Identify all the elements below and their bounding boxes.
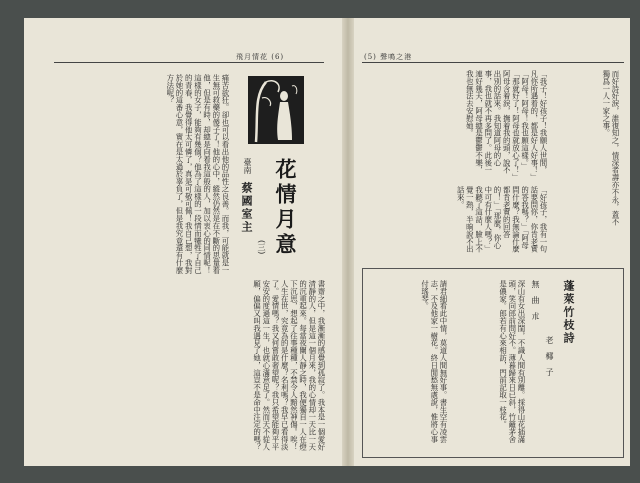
left-body-bottom: 書齋之中，我漸漸的感覺到孤寂了。我本是一個愛好清靜的人，但是這一個月來，我的心情却一天比一天的沉重起來。每當夜闌人靜之時，我便獨自一人在燈下沉思，想起了往事種種，不禁令人黯然神傷。唉！人生在世，究竟為的是什麼？名利嗎？我早已看得淡了。愛情嗎？我又何嘗敢奢望呢？我只希望能夠平平安安的度過這一生，也就心滿意足了。然而天不從人願，偏偏又叫我遇見了她，這豈不是命中注定的嗎？ [252,280,326,451]
author-name: 蔡國室主 [240,182,253,234]
right-header-title: 聲鳴之港 [380,53,413,61]
right-body-mid: 「我子！好孩子！我願人世間，凡你所遇着的，都是好人好事！」「阿母！阿母！我也願這樣。」「那就好了！阿母也就放心了！」阿母含着淚，撫着我的頭，說不出別的話來。我知道阿母的心事，我也就不再多問了。此後一連好幾天，阿母總是鬱鬱不樂，我也無法去安慰她。 [465,70,548,178]
article-part: (三) [257,240,266,255]
right-body-top: 而好詩好淚，誰復知之，情深者壽亦不永，蓋不獨爲一人一家之事。 [601,70,620,226]
left-body-top: 痛苦欲狂。卻也可以看出他的品性之良善。而我，可能就是一生無可救藥的傻子了！他的心中，縱然仍然是在不斷的思量着他，但是有時，却總是向着我這般的人，加以衷心的同情呢！這樣的女子，能夠有幾個？他為了這樣的一段情而犧牲了自己的青春，我覺得他太可憐了，真是可敬可佩！我自己想，我對於她的這番心意，實在是太過於辜負了，但是我究竟還有什麼方法呢？ [165,74,230,274]
gutter [342,18,354,466]
author-prefix: 臺南 [243,158,252,174]
right-page [354,18,630,466]
poem-author: 老 椰 子 [545,336,554,376]
magazine-spread [24,18,630,466]
right-header-rule [362,62,624,63]
right-tail-text: 請君細看此中情，莫道人間無好事。書生空有凌雲志，不及他家一樹花。終日閒愁無處說，惟將心事付瑤琴。 [420,280,448,443]
left-header [236,52,284,62]
poem-lines: 深山有女出深閨，不識人間有別離。採得山花插滿頭，笑向郎前問好不。薄暮歸來日已斜，竹籬茅舍是儂家。郎若有心來相訪，門前記取一枝花。 [498,280,526,443]
left-header-rule [54,62,324,63]
left-page-number: (6) [271,53,285,61]
poem-title: 蓬萊竹枝詩 [562,280,575,345]
right-page-number: (5) [364,53,377,61]
woodcut-illustration [248,76,304,144]
article-title: 花情月意 [273,158,298,258]
right-body-low: 「好孩子，我有一句話要問你，你肯老實的答我嗎？」「阿母問什麼？我無論什麼都肯老實的回答的！」「那麼，你心中可有什麼人嗎？」我聽了這話，臉上不覺一熱，半晌說不出話來。 [456,186,548,253]
poem-subtitle: 無 曲 朮 [531,280,540,320]
left-page [24,18,342,466]
right-header [364,52,412,62]
left-header-title: 飛月情花 [236,53,268,61]
